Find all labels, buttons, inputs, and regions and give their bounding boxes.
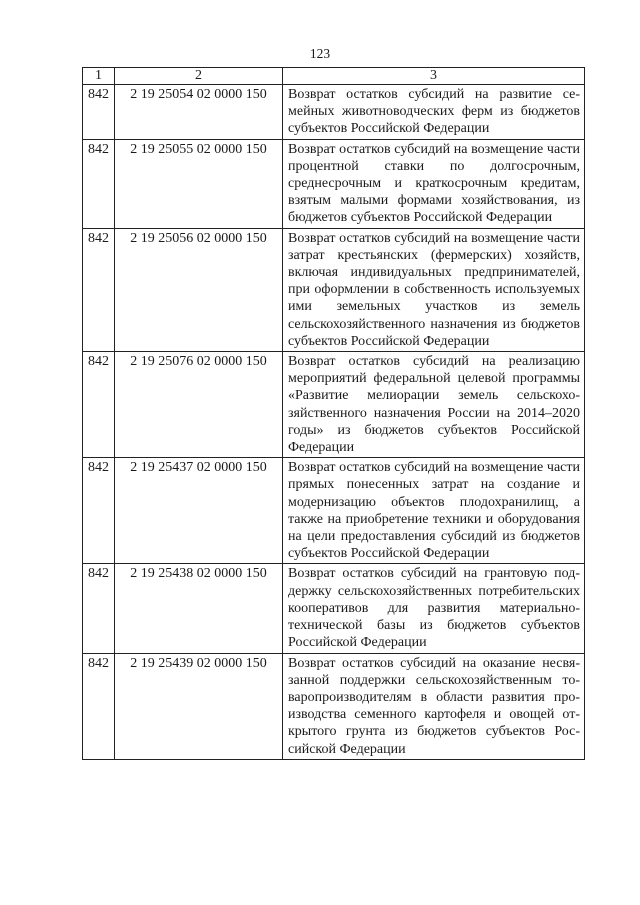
description-cell: Возврат остатков субсидий на реализацию мероприятий федеральной целевой программы «Развитие мелиорации земель сельскохозяйственного назначения России на 2014–2020 годы» из бюджетов субъектов Российской Федерации [283,352,585,458]
description-cell: Возврат остатков субсидий на возмещение части затрат крестьянских (фермерских) хозяйств, включая индивидуальных предпринимателей, при оформлении в собственность используемых ими земельных участков из земель сельскохозяйственного назначения из бюджетов субъектов Российской Федерации [283,228,585,351]
column-header-3: 3 [283,68,585,85]
admin-code-cell: 842 [83,564,115,653]
budget-code-cell: 2 19 25076 02 0000 150 [115,352,283,458]
table-row [83,458,585,564]
admin-code-cell: 842 [83,85,115,140]
budget-code-cell: 2 19 25438 02 0000 150 [115,564,283,653]
table-row [83,85,585,140]
admin-code-cell: 842 [83,458,115,564]
admin-code-cell: 842 [83,139,115,228]
table-row [83,139,585,228]
budget-codes-table [82,67,585,760]
table-row [83,653,585,759]
description-cell: Возврат остатков субсидий на оказание несвязанной поддержки сельскохозяйственным товаропроизводителям в области развития производства семенного картофеля и овощей открытого грунта из бюджетов субъектов Российской Федерации [283,653,585,759]
table-row [83,564,585,653]
table-row [83,228,585,351]
budget-code-cell: 2 19 25055 02 0000 150 [115,139,283,228]
page-number: 123 [309,46,331,61]
budget-code-cell: 2 19 25056 02 0000 150 [115,228,283,351]
description-cell: Возврат остатков субсидий на грантовую поддержку сельскохозяйственных потребительских кооперативов для развития материально-технической базы из бюджетов субъектов Российской Федерации [283,564,585,653]
description-cell: Возврат остатков субсидий на возмещение части прямых понесенных затрат на создание и модернизацию объектов плодохранилищ, а также на приобретение техники и оборудования на цели предоставления субсидий из бюджетов субъектов Российской Федерации [283,458,585,564]
budget-code-cell: 2 19 25437 02 0000 150 [115,458,283,564]
admin-code-cell: 842 [83,653,115,759]
description-cell: Возврат остатков субсидий на развитие семейных животноводческих ферм из бюджетов субъектов Российской Федерации [283,85,585,140]
description-cell: Возврат остатков субсидий на возмещение части процентной ставки по долгосрочным, среднесрочным и краткосрочным кредитам, взятым малыми формами хозяйствования, из бюджетов субъектов Российской Федерации [283,139,585,228]
budget-code-cell: 2 19 25054 02 0000 150 [115,85,283,140]
admin-code-cell: 842 [83,228,115,351]
column-header-1: 1 [83,68,115,85]
table-header-row [83,68,585,85]
budget-code-cell: 2 19 25439 02 0000 150 [115,653,283,759]
admin-code-cell: 842 [83,352,115,458]
column-header-2: 2 [115,68,283,85]
table-row [83,352,585,458]
